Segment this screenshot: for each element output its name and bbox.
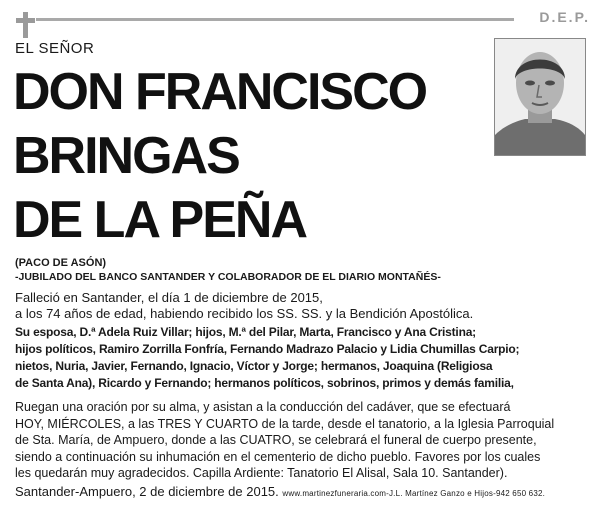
family-list: [15, 324, 590, 392]
prayer-line: les quedarán muy agradecidos. Capilla Ardiente: Tanatorio El Alisal, Sala 10. Santander).: [15, 466, 508, 481]
family-line: hijos políticos, Ramiro Zorrilla Fonfría, Fernando Madrazo Palacio y Lidia Chumillas Carpio;: [15, 342, 520, 356]
nickname: (PACO DE ASÓN): [15, 257, 107, 269]
name-line-3: DE LA PEÑA: [13, 191, 306, 249]
footer: [15, 484, 590, 502]
prayer-line: de Sta. María, de Ampuero, donde a las CUATRO, se celebrará el funeral de cuerpo presente,: [15, 433, 537, 448]
name-line-1: DON FRANCISCO: [13, 63, 427, 121]
death-line: a los 74 años de edad, habiendo recibido los SS. SS. y la Bendición Apostólica.: [15, 306, 474, 321]
deceased-name: [13, 60, 483, 252]
family-line: nietos, Nuria, Javier, Fernando, Ignacio, Víctor y Jorge; hermanos, Joaquina (Religiosa: [15, 359, 493, 373]
prayer-line: Ruegan una oración por su alma, y asistan a la conducción del cadáver, que se efectuará: [15, 400, 511, 414]
prayer-line: siendo a continuación su inhumación en el cementerio de dicho pueblo. Favores por los cuales: [15, 449, 541, 464]
salutation: EL SEÑOR: [15, 40, 95, 57]
header-rule: [36, 18, 514, 21]
funeral-home-credit: www.martinezfuneraria.com-J.L. Martínez Ganzo e Hijos-942 650 632.: [282, 489, 546, 498]
name-line-2: BRINGAS: [13, 127, 239, 185]
place-date: Santander-Ampuero, 2 de diciembre de 2015.: [15, 484, 279, 499]
family-line: de Santa Ana), Ricardo y Fernando; hermanos políticos, sobrinos, primos y demás familia,: [15, 376, 514, 390]
occupation: -JUBILADO DEL BANCO SANTANDER Y COLABORADOR DE EL DIARIO MONTAÑÉS-: [15, 271, 441, 283]
cross-icon: [15, 12, 35, 38]
prayer-line: HOY, MIÉRCOLES, a las TRES Y CUARTO de la tarde, desde el tanatorio, a la Iglesia Parroquial: [15, 416, 555, 431]
funeral-details: [15, 399, 590, 482]
portrait-photo-image: [495, 39, 585, 155]
portrait-photo: [494, 38, 586, 156]
death-statement: [15, 290, 590, 322]
header-bar: [10, 9, 590, 28]
dep-label: D.E.P.: [539, 9, 590, 25]
death-line: Falleció en Santander, el día 1 de diciembre de 2015,: [15, 290, 323, 305]
family-line: Su esposa, D.ª Adela Ruiz Villar; hijos, M.ª del Pilar, Marta, Francisco y Ana Cristina;: [15, 325, 476, 339]
